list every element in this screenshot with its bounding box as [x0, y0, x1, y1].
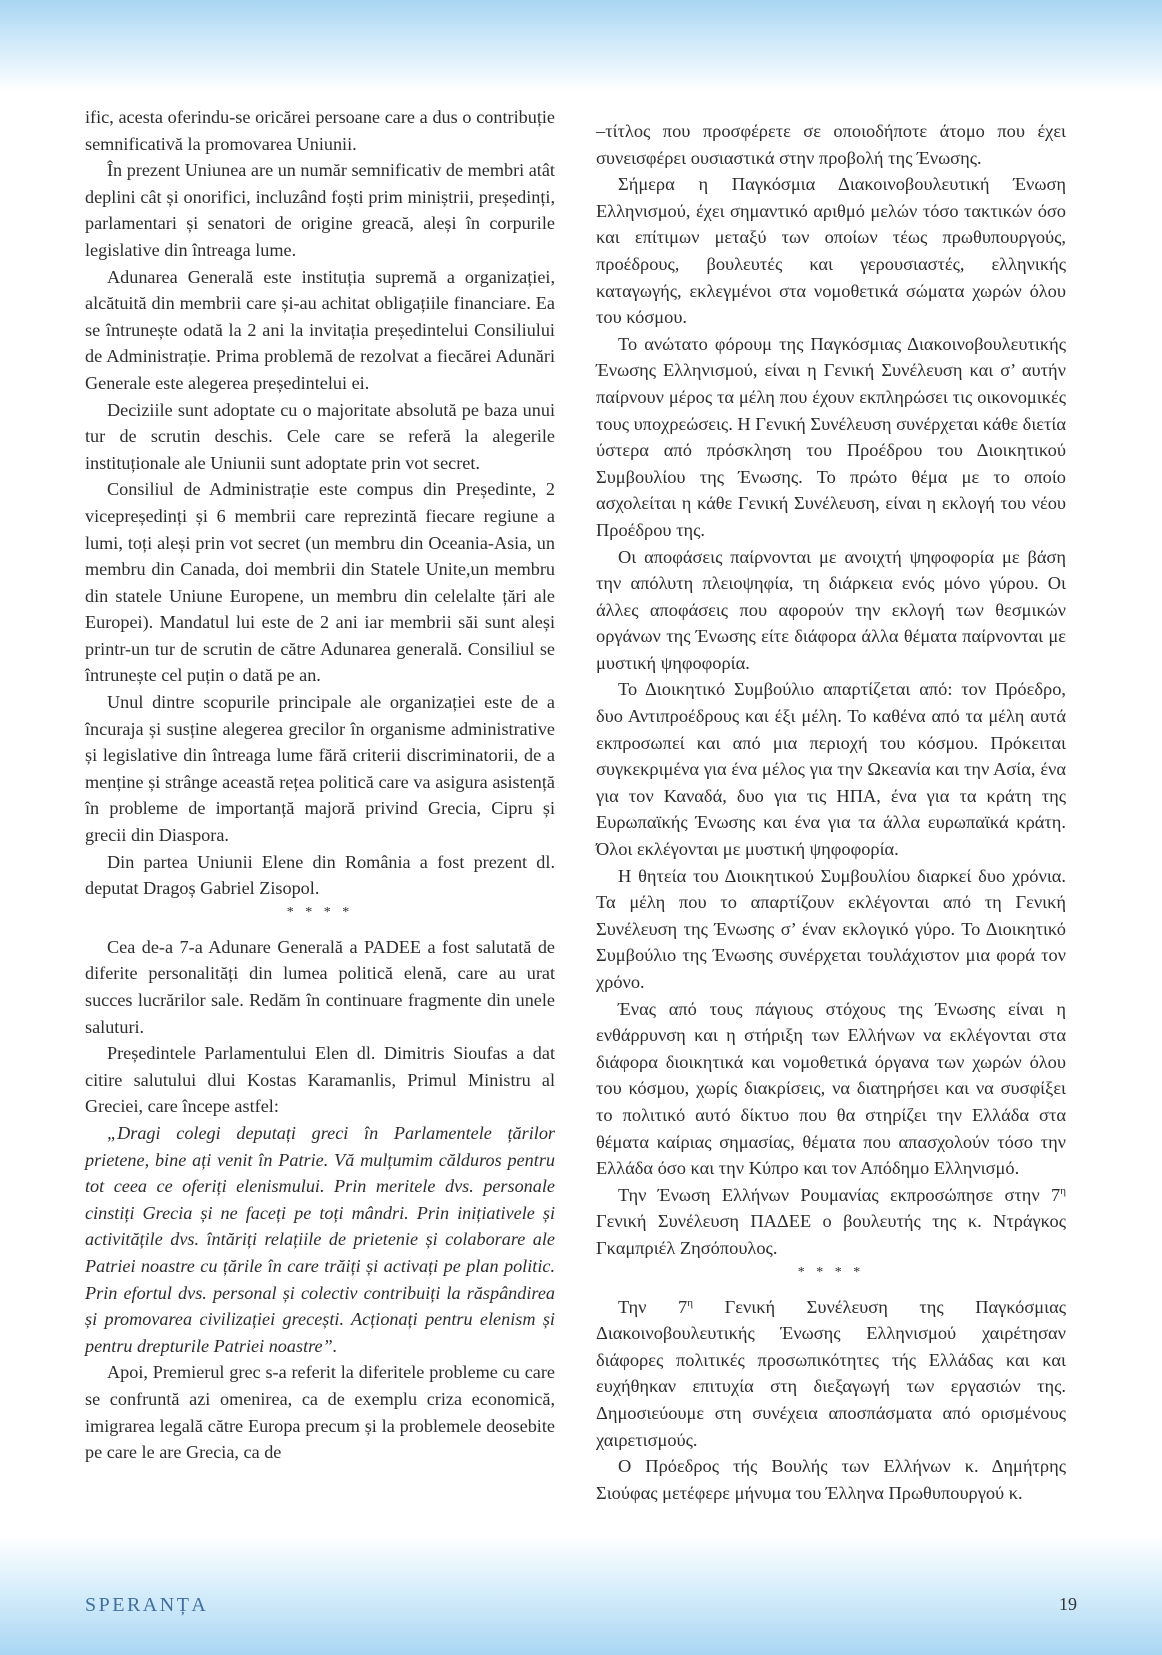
paragraph	[596, 1182, 1066, 1262]
greek-column	[596, 118, 1066, 1506]
paragraph: –τίτλος που προσφέρετε σε οποιοδήποτε άτομο που έχει συνεισφέρει ουσιαστικά στην προβολή της Ένωσης.	[596, 121, 1066, 168]
paragraph: Din partea Uniunii Elene din România a fost prezent dl. deputat Dragoș Gabriel Zisopol.	[85, 851, 555, 899]
section-separator: * * * *	[286, 904, 354, 920]
paragraph: ific, acesta oferindu-se oricărei persoane care a dus o contribuție semnificativă la promovarea Uniunii.	[85, 107, 555, 154]
paragraph: În prezent Uniunea are un număr semnificativ de membri atât deplini cât și onorifici, incluzând foști prim miniștrii, președinți, parlamentari și senatori de origine greacă, aleși în corpurile legislative din întreaga lume.	[85, 160, 555, 260]
paragraph: Το Διοικητικό Συμβούλιο απαρτίζεται από: τον Πρόεδρο, δυο Αντιπροέδρους και έξι μέλη. Το καθένα από τα μέλη αυτά εκπροσωπεί και από μια περιοχή του κόσμου. Πρόκειται συγκεκριμένα για ένα μέλος για την Ωκεανία και την Ασία, ένα για τον Καναδά, δυο για τις ΗΠΑ, ένα για τα κράτη της Ευρωπαϊκής Ένωσης και ένα για τα άλλα ευρωπαϊκά κράτη. Όλοι εκλέγονται με μυστική ψηφοφορία.	[596, 679, 1066, 860]
top-gradient-band	[0, 0, 1162, 92]
ordinal-superscript: η	[1060, 1184, 1066, 1197]
paragraph: Η θητεία του Διοικητικού Συμβουλίου διαρκεί δυο χρόνια. Τα μέλη που το απαρτίζουν εκλέγονται από τη Γενική Συνέλευση της Ένωσης σ’ έναν εκλογικό γύρο. Το Διοικητικό Συμβούλιο της Ένωσης συνέρχεται τουλάχιστον μια φορά τον χρόνο.	[596, 865, 1066, 992]
paragraph: Σήμερα η Παγκόσμια Διακοινοβουλευτική Ένωση Ελληνισμού, έχει σημαντικό αριθμό μελών τόσο τακτικών όσο και επίτιμων μεταξύ των οποίων τέως πρωθυπουργούς, προέδρους, βουλευτές και γερουσιαστές, ελληνικής καταγωγής, εκλεγμένοι στα νομοθετικά σώματα χωρών όλου του κόσμου.	[596, 174, 1066, 328]
paragraph: Ένας από τους πάγιους στόχους της Ένωσης είναι η ενθάρρυνση και η στήριξη των Ελλήνων να εκλέγονται στα διάφορα διοικητικά και νομοθετικά όργανα των χωρών όλου του κόσμου, χωρίς διακρίσεις, να διατηρήσει και να συσφίξει το πολιτικό αυτό δίκτυο που θα στηρίζει την Ελλάδα στα θέματα καίριας σημασίας, θέματα που απασχολούν τόσο την Ελλάδα όσο και την Κύπρο και τον Απόδημο Ελληνισμό.	[596, 998, 1066, 1179]
section-separator: * * * *	[797, 1264, 865, 1280]
text-run: Την Ένωση Ελλήνων Ρουμανίας εκπροσώπησε στην 7	[618, 1184, 1061, 1205]
paragraph: Οι αποφάσεις παίρνονται με ανοιχτή ψηφοφορία με βάση την απόλυτη πλειοψηφία, τη διάρκεια ενός μόνο γύρου. Οι άλλες αποφάσεις που αφορούν την εκλογή των θεσμικών οργάνων της Ένωσης είτε διάφορα άλλα θέματα παίρνονται με μυστική ψηφοφορία.	[596, 546, 1066, 673]
paragraph: Το ανώτατο φόρουμ της Παγκόσμιας Διακοινοβουλευτικής Ένωσης Ελληνισμού, είναι η Γενική Συνέλευση και σ’ αυτήν παίρνουν μέρος τα μέλη που έχουν εκπληρώσει τις οικονομικές τους υποχρεώσεις. Η Γενική Συνέλευση συνέρχεται κάθε διετία ύστερα από πρόσκληση του Προέδρου του Διοικητικού Συμβουλίου της Ένωσης. Το πρώτο θέμα με το οποίο ασχολείται η κάθε Γενική Συνέλευση, είναι η εκλογή του νέου Προέδρου της.	[596, 333, 1066, 540]
paragraph: Deciziile sunt adoptate cu o majoritate absolută pe baza unui tur de scrutin deschis. Cele care se referă la alegerile instituționale ale Uniunii sunt adoptate prin vot secret.	[85, 399, 555, 473]
paragraph: Apoi, Premierul grec s-a referit la diferitele probleme cu care se confruntă azi omenirea, ca de exemplu criza economică, imigrarea legală către Europa precum și la problemele deosebite pe care le are Grecia, ca de	[85, 1362, 555, 1463]
paragraph: Adunarea Generală este instituția supremă a organizației, alcătuită din membrii care și-au achitat obligațiile financiare. Ea se întrunește odată la 2 ani la invitația președintelui Consiliului de Administrație. Prima problemă de rezolvat a fiecărei Adunări Generale este alegerea președintelui ei.	[85, 266, 555, 393]
paragraph: Unul dintre scopurile principale ale organizației este de a încuraja și susține alegerea grecilor în organisme administrative și legislative din întreaga lume fără criterii discriminatorii, de a menține și strânge această rețea politică care va asigura asistență în probleme de importanță majoră privind Grecia, Cipru și grecii din Diaspora.	[85, 692, 555, 846]
paragraph: Președintele Parlamentului Elen dl. Dimitris Sioufas a dat citire salutului dlui Kostas Karamanlis, Primul Ministru al Greciei, care începe astfel:	[85, 1043, 555, 1117]
text-run: Γενική Συνέλευση ΠΑΔΕΕ ο βουλευτής της κ. Ντράγκος Γκαμπριέλ Ζησόπουλος.	[596, 1211, 1066, 1258]
romanian-column	[85, 104, 555, 1466]
text-run: Την 7	[618, 1296, 688, 1317]
quote-paragraph: „Dragi colegi deputați greci în Parlamentele țărilor prietene, bine ați venit în Patrie. Vă mulțumim călduros pentru tot ceea ce oferiți elenismului. Prin meritele dvs. personale cinstiți Grecia și ne faceți pe toți mândri. Prin inițiativele și activitățile dvs. întăriți relațiile de prietenie și colaborare ale Patriei noastre cu țările în care trăiți și activați pe plan politic. Prin efortul dvs. personal și colectiv contribuiți la răspândirea și promovarea civilizației grecești. Acționați pentru elenism și pentru drepturile Patriei noastre”.	[85, 1122, 555, 1356]
paragraph: Consiliul de Administrație este compus din Președinte, 2 vicepreședinți și 6 membrii care reprezintă fiecare regiune a lumi, toți aleși prin vot secret (un membru din Oceania-Asia, un membru din Canada, doi membrii din Statele Unite,un membru din statele Uniune Europene, un membru din celelalte țări ale Europei). Mandatul lui este de 2 ani iar membrii săi sunt aleși printr-un tur de scrutin de către Adunarea generală. Consiliul se întrunește cel puțin o dată pe an.	[85, 479, 555, 686]
text-run: Γενική Συνέλευση της Παγκόσμιας Διακοινοβουλευτικής Ένωσης Ελληνισμού χαιρέτησαν διάφορες πολιτικές προσωπικότητες τής Ελλάδας και και ευχήθηκαν επιτυχία στη διεξαγωγή των εργασιών της. Δημοσιεύουμε στη συνέχεια αποσπάσματα από ορισμένους χαιρετισμούς.	[596, 1296, 1066, 1450]
publication-name: SPERANȚA	[85, 1594, 209, 1616]
ordinal-superscript: η	[687, 1296, 694, 1309]
page-number: 19	[1059, 1594, 1077, 1614]
paragraph: Cea de-a 7-a Adunare Generală a PADEE a fost salutată de diferite personalități din lumea politică elenă, care au urat succes lucrărilor sale. Redăm în continuare fragmente din unele saluturi.	[85, 936, 555, 1037]
paragraph	[596, 1294, 1066, 1454]
paragraph: Ο Πρόεδρος τής Βουλής των Ελλήνων κ. Δημήτρης Σιούφας μετέφερε μήνυμα του Έλληνα Πρωθυπουργού κ.	[596, 1456, 1066, 1503]
